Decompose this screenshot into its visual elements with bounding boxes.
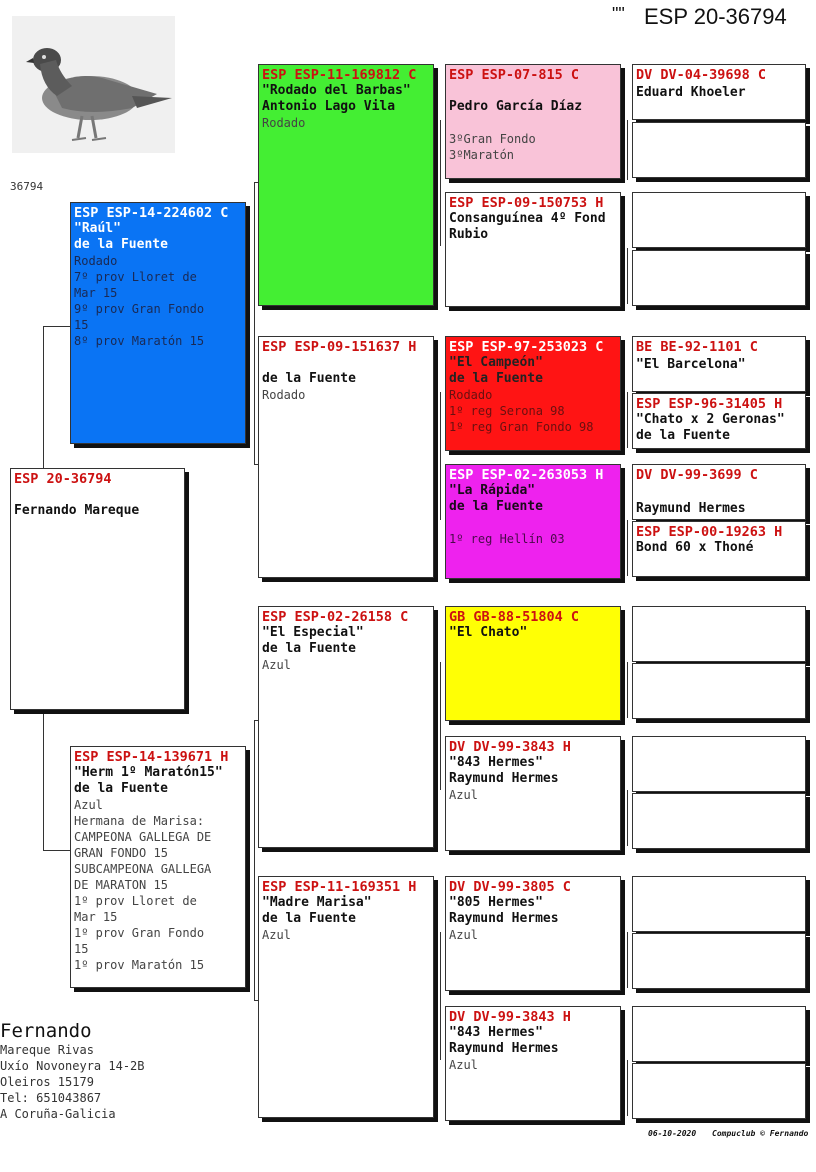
owner-name: de la Fuente bbox=[74, 781, 168, 796]
connector bbox=[627, 120, 628, 180]
owner-name: de la Fuente bbox=[262, 911, 356, 926]
g4-box[interactable] bbox=[632, 521, 806, 577]
connector bbox=[627, 392, 628, 448]
owner-name: Eduard Khoeler bbox=[636, 85, 746, 100]
color: Azul bbox=[449, 788, 478, 802]
g4-empty-box[interactable] bbox=[632, 122, 806, 178]
pigeon-name: "843 Hermes" bbox=[449, 1025, 543, 1040]
color: Azul bbox=[262, 658, 291, 672]
pigeon-name: "Herm 1º Maratón15" bbox=[74, 765, 223, 780]
breeder-line: Tel: 651043867 bbox=[0, 1091, 102, 1105]
photo-caption: 36794 bbox=[10, 180, 44, 193]
pigeon-name: "El Campeón" bbox=[449, 355, 543, 370]
note: 1º prov Gran Fondo bbox=[74, 926, 205, 940]
note: 1º prov Lloret de bbox=[74, 894, 197, 908]
ggp-mmm-box[interactable] bbox=[445, 1006, 621, 1121]
connector bbox=[627, 932, 628, 988]
note: 7º prov Lloret de bbox=[74, 270, 197, 284]
g4-empty-box[interactable] bbox=[632, 876, 806, 932]
note: Hermana de Marisa: bbox=[74, 814, 205, 828]
g4-empty-box[interactable] bbox=[632, 933, 806, 989]
grandsire-paternal-box[interactable] bbox=[258, 64, 434, 306]
mother-box[interactable] bbox=[70, 746, 246, 988]
color: Rodado bbox=[262, 116, 306, 130]
granddam-maternal-box[interactable] bbox=[258, 876, 434, 1118]
connector bbox=[43, 326, 71, 327]
note: SUBCAMPEONA GALLEGA bbox=[74, 862, 212, 876]
ring-number: DV DV-99-3843 H bbox=[449, 739, 571, 755]
connector bbox=[440, 932, 441, 1060]
connector bbox=[254, 720, 255, 1000]
owner-name: Raymund Hermes bbox=[636, 501, 746, 516]
ring-number: ESP ESP-97-253023 C bbox=[449, 339, 604, 355]
ring-number: ESP ESP-02-26158 C bbox=[262, 609, 409, 625]
ring-number: ESP ESP-09-150753 H bbox=[449, 195, 604, 211]
footer-software: Compuclub © Fernando bbox=[712, 1129, 809, 1138]
g4-empty-box[interactable] bbox=[632, 606, 806, 662]
note: CAMPEONA GALLEGA DE bbox=[74, 830, 212, 844]
ggp-fff-box[interactable] bbox=[445, 64, 621, 179]
g4-box[interactable] bbox=[632, 393, 806, 449]
owner-name: de la Fuente bbox=[74, 237, 168, 252]
ggp-mff-box[interactable] bbox=[445, 606, 621, 721]
owner-name: "Chato x 2 Geronas" bbox=[636, 412, 785, 427]
owner-name: Bond 60 x Thoné bbox=[636, 540, 754, 555]
connector bbox=[43, 714, 44, 850]
breeder-line: Oleiros 15179 bbox=[0, 1075, 94, 1089]
ring-number: ESP ESP-00-19263 H bbox=[636, 524, 783, 540]
breeder-line: A Coruña-Galicia bbox=[0, 1107, 116, 1121]
color: Azul bbox=[262, 928, 291, 942]
connector bbox=[627, 662, 628, 718]
note: 15 bbox=[74, 942, 89, 956]
g4-empty-box[interactable] bbox=[632, 1063, 806, 1119]
owner-name: de la Fuente bbox=[449, 371, 543, 386]
owner-name: Fernando Mareque bbox=[14, 503, 140, 518]
owner-name: "El Barcelona" bbox=[636, 357, 746, 372]
subject-box[interactable] bbox=[10, 468, 185, 710]
note: 1º reg Gran Fondo 98 bbox=[449, 420, 594, 434]
breeder-line: Uxío Novoneyra 14-2B bbox=[0, 1059, 145, 1073]
note: 15 bbox=[74, 318, 89, 332]
footer-date: 06-10-2020 bbox=[648, 1129, 697, 1138]
owner-name: Raymund Hermes bbox=[449, 1041, 559, 1056]
note: 1º prov Maratón 15 bbox=[74, 958, 205, 972]
connector bbox=[627, 248, 628, 304]
father-box[interactable] bbox=[70, 202, 246, 444]
ring-number: ESP ESP-14-224602 C bbox=[74, 205, 229, 221]
ring-number: BE BE-92-1101 C bbox=[636, 339, 758, 355]
ring-number: DV DV-99-3699 C bbox=[636, 467, 758, 483]
connector bbox=[440, 662, 441, 790]
note: GRAN FONDO 15 bbox=[74, 846, 168, 860]
ring-number: ESP ESP-09-151637 H bbox=[262, 339, 417, 355]
color: Rodado bbox=[262, 388, 306, 402]
pigeon-name: "Madre Marisa" bbox=[262, 895, 372, 910]
g4-empty-box[interactable] bbox=[632, 793, 806, 849]
owner-name: Rubio bbox=[449, 227, 489, 242]
pigeon-photo bbox=[12, 16, 175, 153]
note: 3ºGran Fondo bbox=[449, 132, 536, 146]
note: 8º prov Maratón 15 bbox=[74, 334, 205, 348]
ring-number: ESP ESP-96-31405 H bbox=[636, 396, 783, 412]
breeder-name: Fernando bbox=[0, 1020, 92, 1042]
connector bbox=[254, 182, 255, 464]
ring-number: ESP ESP-07-815 C bbox=[449, 67, 580, 83]
ring-number: DV DV-99-3843 H bbox=[449, 1009, 571, 1025]
color: Azul bbox=[449, 928, 478, 942]
pigeon-name: "805 Hermes" bbox=[449, 895, 543, 910]
note: 1º reg Hellín 03 bbox=[449, 532, 565, 546]
pigeon-name: "La Rápida" bbox=[449, 483, 536, 498]
pigeon-name: "Rodado del Barbas" bbox=[262, 83, 411, 98]
ggp-ffm-box[interactable] bbox=[445, 192, 621, 307]
pigeon-name bbox=[446, 83, 620, 99]
owner-name: de la Fuente bbox=[262, 371, 356, 386]
connector bbox=[440, 120, 441, 246]
g4-box[interactable] bbox=[632, 336, 806, 392]
connector bbox=[627, 520, 628, 576]
connector bbox=[43, 850, 71, 851]
breeder-line: Mareque Rivas bbox=[0, 1043, 94, 1057]
connector bbox=[43, 326, 44, 470]
ggp-fmm-box[interactable] bbox=[445, 464, 621, 579]
connector bbox=[440, 392, 441, 520]
color: Azul bbox=[74, 798, 103, 812]
ring-number: DV DV-04-39698 C bbox=[636, 67, 767, 83]
grandsire-maternal-box[interactable] bbox=[258, 606, 434, 848]
note: 1º reg Serona 98 bbox=[449, 404, 565, 418]
ggp-fmf-box[interactable] bbox=[445, 336, 621, 451]
granddam-paternal-box[interactable] bbox=[258, 336, 434, 578]
ring-number: ESP ESP-02-263053 H bbox=[449, 467, 604, 483]
ring-number: ESP ESP-11-169351 H bbox=[262, 879, 417, 895]
header-ring: ESP 20-36794 bbox=[644, 4, 787, 29]
owner-name: de la Fuente bbox=[262, 641, 356, 656]
note: 9º prov Gran Fondo bbox=[74, 302, 205, 316]
note: Mar 15 bbox=[74, 286, 118, 300]
owner-name: de la Fuente bbox=[449, 499, 543, 514]
ring-number: DV DV-99-3805 C bbox=[449, 879, 571, 895]
g4-box[interactable] bbox=[632, 464, 806, 520]
pigeon-name: "El Chato" bbox=[449, 625, 528, 640]
connector bbox=[627, 790, 628, 846]
pigeon-name bbox=[11, 487, 184, 503]
ggp-mmf-box[interactable] bbox=[445, 876, 621, 991]
g4-empty-box[interactable] bbox=[632, 250, 806, 306]
pigeon-name: Consanguínea 4º Fond bbox=[449, 211, 606, 226]
ggp-mfm-box[interactable] bbox=[445, 736, 621, 851]
g4-empty-box[interactable] bbox=[632, 663, 806, 719]
g4-empty-box[interactable] bbox=[632, 736, 806, 792]
pigeon-name: "843 Hermes" bbox=[449, 755, 543, 770]
g4-empty-box[interactable] bbox=[632, 192, 806, 248]
owner-name: Raymund Hermes bbox=[449, 911, 559, 926]
pigeon-name bbox=[259, 355, 433, 371]
color: Rodado bbox=[74, 254, 118, 268]
ring-number: ESP ESP-11-169812 C bbox=[262, 67, 417, 83]
pigeon-name: "El Especial" bbox=[262, 625, 364, 640]
header-quote: "" bbox=[612, 4, 625, 24]
note: 3ºMaratón bbox=[449, 148, 515, 162]
pigeon-icon bbox=[12, 16, 175, 153]
pigeon-name: "Raúl" bbox=[74, 221, 121, 236]
note: DE MARATON 15 bbox=[74, 878, 168, 892]
ring-number: GB GB-88-51804 C bbox=[449, 609, 580, 625]
owner-name: Raymund Hermes bbox=[449, 771, 559, 786]
owner-name: Antonio Lago Vila bbox=[262, 99, 396, 114]
g4-empty-box[interactable] bbox=[632, 1006, 806, 1062]
note: Mar 15 bbox=[74, 910, 118, 924]
ring-number: ESP ESP-14-139671 H bbox=[74, 749, 229, 765]
owner-name: de la Fuente bbox=[636, 428, 730, 443]
ring-number: ESP 20-36794 bbox=[14, 471, 112, 487]
color: Rodado bbox=[449, 388, 493, 402]
g4-box[interactable] bbox=[632, 64, 806, 120]
breeder-block bbox=[0, 1020, 145, 1122]
color: Azul bbox=[449, 1058, 478, 1072]
owner-name: Pedro García Díaz bbox=[449, 99, 583, 114]
connector bbox=[627, 1060, 628, 1116]
